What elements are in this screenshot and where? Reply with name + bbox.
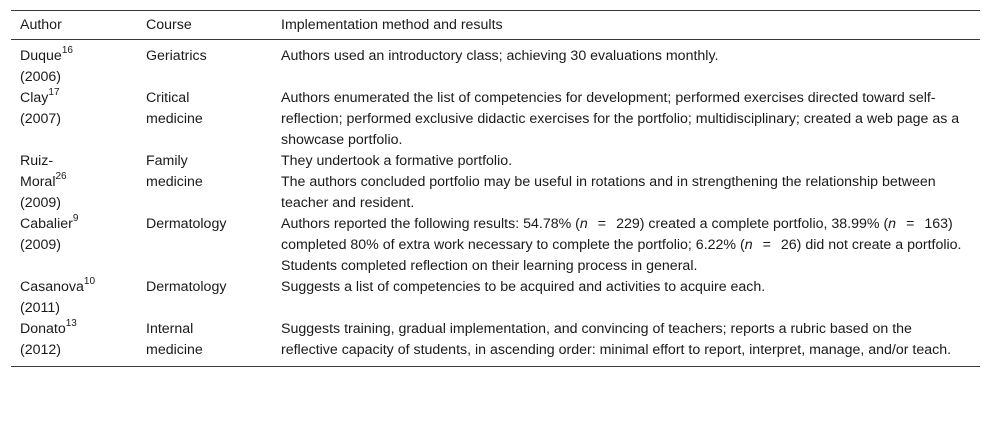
- n-symbol: n: [579, 216, 588, 232]
- course-name: Dermatology: [146, 279, 227, 295]
- implementation-text-line2: The authors concluded portfolio may be useful in rotations and in strengthening the relationship between teacher and resident.: [281, 174, 936, 211]
- table-row: [11, 40, 980, 89]
- author-cell: [11, 88, 137, 151]
- course-name-line1: Internal: [146, 321, 194, 337]
- implementation-table-container: [11, 10, 980, 367]
- header-row: [11, 11, 980, 40]
- table-row: [11, 277, 980, 319]
- impl-segment-c: 163) completed 80% of extra work necessary to complete the portfolio; 6.22% (: [281, 216, 953, 253]
- reference-number: 10: [83, 276, 96, 288]
- course-name-line2: medicine: [146, 111, 203, 127]
- header-course: Course: [137, 11, 272, 40]
- impl-segment-b: 229) created a complete portfolio, 38.99% (: [616, 216, 889, 232]
- table-row: [11, 214, 980, 277]
- table-row: [11, 88, 980, 151]
- author-name-line1: Ruiz-: [20, 153, 54, 169]
- author-name: Clay: [20, 90, 49, 106]
- n-symbol: n: [888, 216, 897, 232]
- course-cell: [137, 214, 272, 277]
- author-cell: [11, 277, 137, 319]
- implementation-text: Authors used an introductory class; achieving 30 evaluations monthly.: [281, 48, 719, 64]
- implementation-text: Suggests a list of competencies to be acquired and activities to acquire each.: [281, 279, 766, 295]
- header-implementation: Implementation method and results: [272, 11, 980, 40]
- reference-number: 17: [48, 87, 60, 99]
- reference-number: 13: [65, 318, 77, 330]
- course-name-line1: Critical: [146, 90, 190, 106]
- n-symbol: n: [744, 237, 753, 253]
- author-year: (2011): [20, 300, 60, 316]
- implementation-cell: [272, 277, 980, 319]
- author-name: Cabalier: [20, 216, 73, 232]
- equals-sign: =: [762, 237, 771, 253]
- author-year: (2009): [20, 237, 62, 253]
- course-cell: [137, 277, 272, 319]
- course-name-line1: Family: [146, 153, 188, 169]
- course-cell: [137, 40, 272, 89]
- implementation-cell: [272, 151, 980, 214]
- author-year: (2009): [20, 195, 62, 211]
- course-name: Geriatrics: [146, 48, 207, 64]
- implementation-table: [11, 10, 980, 367]
- course-cell: [137, 319, 272, 367]
- implementation-text-line1: They undertook a formative portfolio.: [281, 153, 513, 169]
- author-cell: [11, 214, 137, 277]
- implementation-cell: [272, 214, 980, 277]
- implementation-cell: [272, 88, 980, 151]
- impl-segment-a: Authors reported the following results: 54.78% (: [281, 216, 580, 232]
- author-year: (2012): [20, 342, 62, 358]
- course-name-line2: medicine: [146, 174, 203, 190]
- reference-number: 9: [72, 213, 79, 225]
- implementation-text: Authors enumerated the list of competencies for development; performed exercises directed toward self-reflection; performed exclusive didactic exercises for the portfolio; multidisciplinary; created a web page as a showcase portfolio.: [281, 90, 960, 148]
- reference-number: 16: [61, 45, 73, 57]
- implementation-cell: [272, 40, 980, 89]
- course-cell: [137, 151, 272, 214]
- table-row: [11, 151, 980, 214]
- author-name-line2: Moral: [20, 174, 56, 190]
- author-name: Casanova: [20, 279, 84, 295]
- table-body: [11, 40, 980, 367]
- header-author: Author: [11, 11, 137, 40]
- course-name: Dermatology: [146, 216, 227, 232]
- reference-number: 26: [55, 171, 67, 183]
- implementation-text: Suggests training, gradual implementation, and convincing of teachers; reports a rubric based on the reflective capacity of students, in ascending order: minimal effort to report, interpret, manage, and/or teach.: [281, 321, 952, 358]
- author-year: (2006): [20, 69, 62, 85]
- author-name: Duque: [20, 48, 62, 64]
- implementation-cell: [272, 319, 980, 367]
- author-cell: [11, 151, 137, 214]
- table-row: [11, 319, 980, 367]
- author-cell: [11, 319, 137, 367]
- author-year: (2007): [20, 111, 62, 127]
- impl-segment-d: 26) did not create a portfolio. Students completed reflection on their learning process in general.: [281, 237, 962, 274]
- equals-sign: =: [906, 216, 915, 232]
- table-header: [11, 11, 980, 40]
- author-cell: [11, 40, 137, 89]
- course-name-line2: medicine: [146, 342, 203, 358]
- author-name: Donato: [20, 321, 66, 337]
- course-cell: [137, 88, 272, 151]
- equals-sign: =: [597, 216, 607, 232]
